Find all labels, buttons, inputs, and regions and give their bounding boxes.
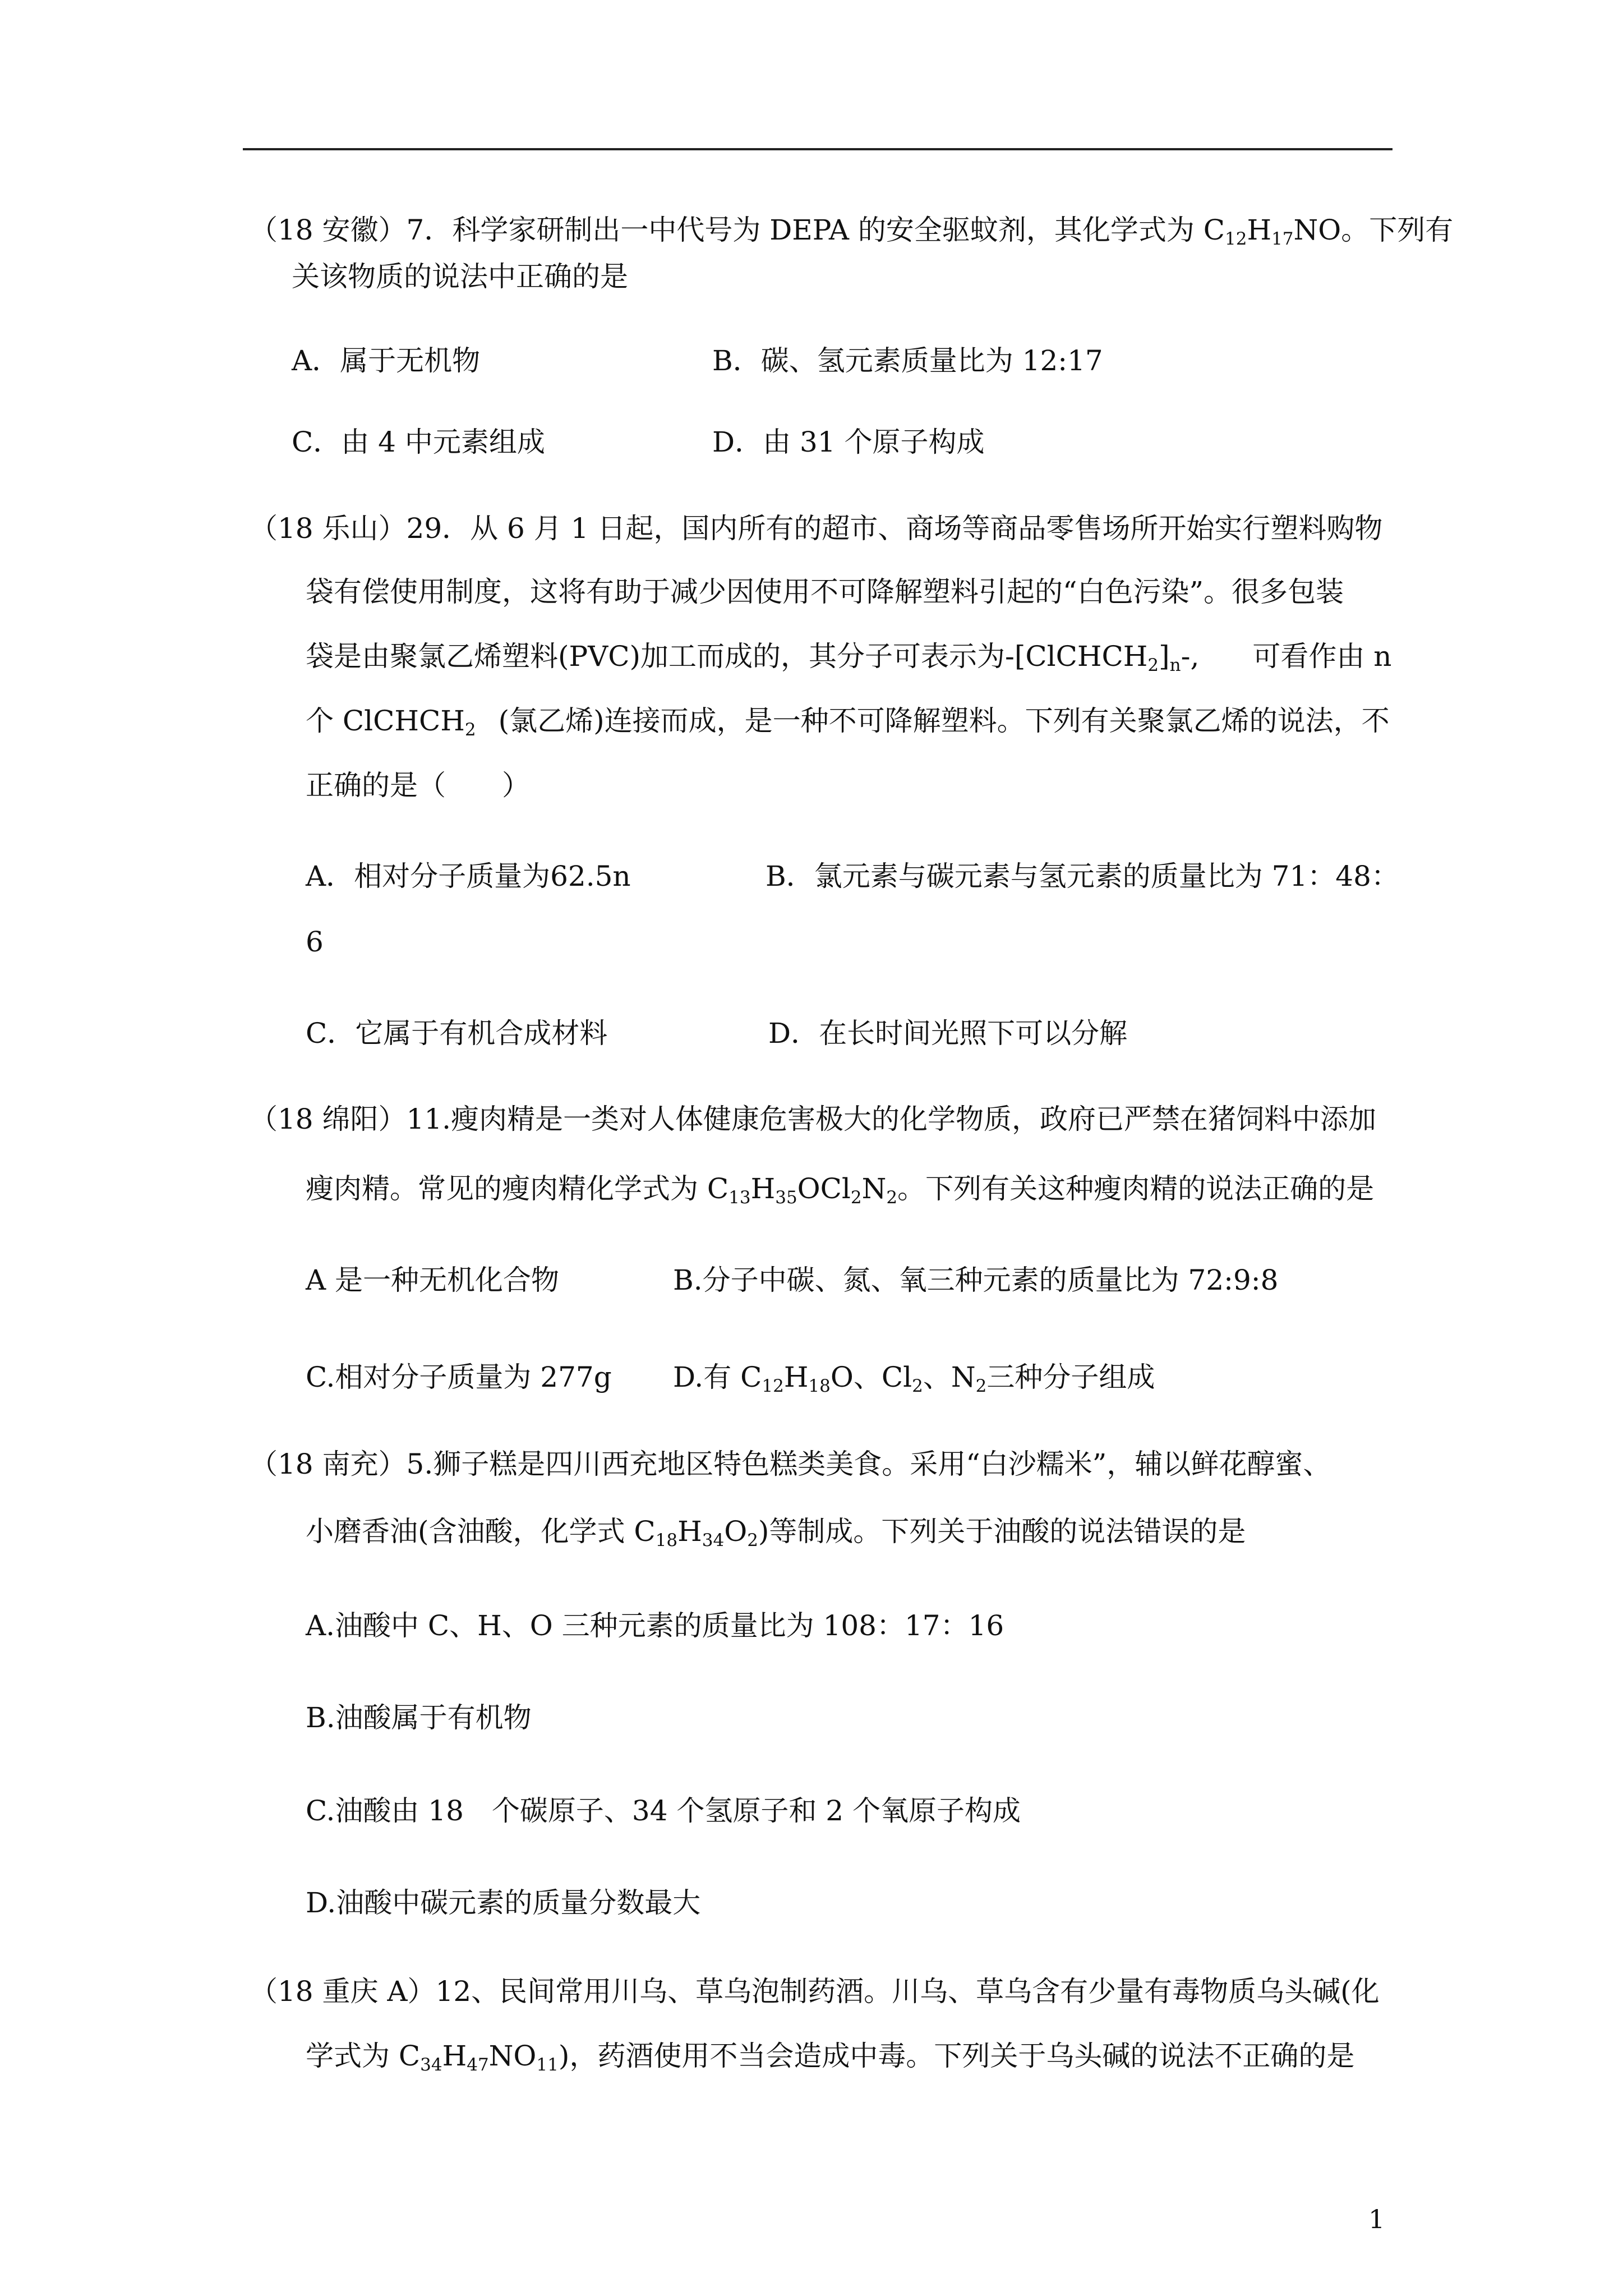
question-2-option-b-continued: 6	[306, 926, 324, 958]
question-3-stem-line-2: 瘦肉精。常见的瘦肉精化学式为 $C_{13}H_{35}OCl_2N_2$。下列有关这种瘦肉精的说法正确的是	[306, 1172, 1375, 1208]
question-4-option-c: C.油酸由 18 个碳原子、34 个氢原子和 2 个氧原子构成	[306, 1795, 1021, 1827]
question-1-stem-line-1: （18 安徽）7．科学家研制出一中代号为 DEPA 的安全驱蚊剂，其化学式为 $C_{12}H_{17}NO$。下列有	[250, 214, 1454, 249]
question-2-option-c: C．它属于有机合成材料	[306, 1017, 608, 1050]
question-2-option-a: A．相对分子质量为62.5n	[306, 860, 631, 892]
question-2-stem-line-2: 袋有偿使用制度，这将有助于减少因使用不可降解塑料引起的“白色污染”。很多包装	[306, 576, 1344, 608]
question-4-option-d: D.油酸中碳元素的质量分数最大	[306, 1887, 701, 1919]
question-3-option-a: A 是一种无机化合物	[306, 1264, 560, 1296]
question-5-stem-line-2: 学式为 $C_{34}H_{47}NO_{11}$)，药酒使用不当会造成中毒。下列关于乌头碱的说法不正确的是	[306, 2040, 1355, 2075]
question-5-stem-line-1: （18 重庆 A）12、民间常用川乌、草乌泡制药酒。川乌、草乌含有少量有毒物质乌头碱(化	[250, 1975, 1380, 2008]
question-4-stem-line-1: （18 南充）5.狮子糕是四川西充地区特色糕类美食。采用“白沙糯米”，辅以鲜花醇蜜、	[250, 1448, 1331, 1480]
question-2-option-d: D．在长时间光照下可以分解	[768, 1017, 1128, 1050]
question-1-stem-line-2: 关该物质的说法中正确的是	[292, 260, 628, 293]
question-3-stem-line-1: （18 绵阳）11.瘦肉精是一类对人体健康危害极大的化学物质，政府已严禁在猪饲料中添加	[250, 1103, 1377, 1135]
question-4-stem-line-2: 小磨香油(含油酸，化学式 $C_{18}H_{34}O_2$)等制成。下列关于油酸的说法错误的是	[306, 1515, 1246, 1550]
question-2-option-b: B．氯元素与碳元素与氢元素的质量比为 71：48：	[766, 860, 1399, 892]
question-1-option-d: D．由 31 个原子构成	[712, 426, 985, 458]
question-1-option-b: B．碳、氢元素质量比为 12:17	[712, 344, 1103, 377]
question-3-option-b: B.分子中碳、氮、氧三种元素的质量比为 72:9:8	[673, 1264, 1279, 1296]
question-2-stem-line-3: 袋是由聚氯乙烯塑料(PVC)加工而成的，其分子可表示为$-[ClCHCH_2]_n-$, 可看作由 n	[306, 640, 1392, 675]
question-2-stem-line-5: 正确的是（ ）	[306, 769, 530, 802]
page-number: 1	[1368, 2204, 1385, 2234]
question-3-option-d: D.有 $C_{12}H_{18}O$、$Cl_2$、$N_2$三种分子组成	[673, 1361, 1155, 1396]
question-1-option-a: A．属于无机物	[292, 344, 481, 377]
question-3-option-c: C.相对分子质量为 277g	[306, 1361, 612, 1393]
question-2-stem-line-4: 个 ClCHCH$_2$ (氯乙烯)连接而成，是一种不可降解塑料。下列有关聚氯乙烯的说法，不	[306, 705, 1390, 740]
question-2-stem-line-1: （18 乐山）29．从 6 月 1 日起，国内所有的超市、商场等商品零售场所开始实行塑料购物	[250, 512, 1383, 545]
header-rule	[243, 148, 1393, 150]
question-4-option-a: A.油酸中 C、H、O 三种元素的质量比为 108：17：16	[306, 1609, 1004, 1642]
question-1-option-c: C．由 4 中元素组成	[292, 426, 545, 458]
question-4-option-b: B.油酸属于有机物	[306, 1701, 532, 1734]
